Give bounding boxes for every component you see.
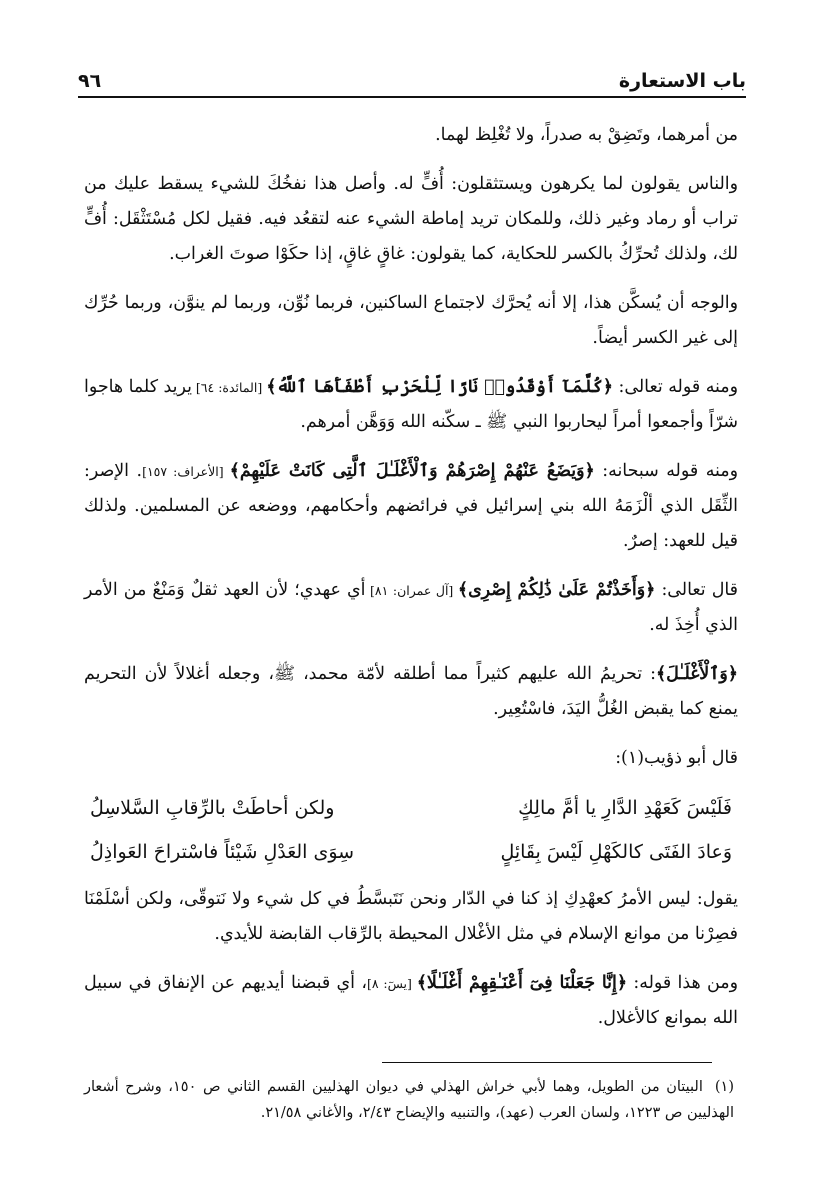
paragraph-1: من أمرهما، وتَضِقْ به صدراً، ولا تُغْلِظ لهما. — [435, 125, 738, 145]
verse-reference: [الأعراف: ١٥٧] — [142, 464, 230, 479]
quran-verse: ﴿وَيَضَعُ عَنْهُمْ إِصْرَهُمْ وَٱلْأَغْلَـٰلَ ٱلَّتِى كَانَتْ عَلَيْهِمْ﴾ — [229, 461, 595, 481]
main-text — [84, 118, 738, 1050]
paragraph-9: يقول: ليس الأمرُ كعهْدِكِ إذ كنا في الدّار ونحن نَتَبسَّطُ في كل شيء ولا نَتوقّى، ولكن أسْلَمْنَا فصِرْنا من موانع الإسلام في مثل الأغْلال المحيطة بالرِّقاب القابضة للأيدي. — [84, 889, 738, 944]
paragraph-6 — [84, 573, 738, 643]
quran-verse: ﴿إِنَّا جَعَلْنَا فِىٓ أَعْنَـٰقِهِمْ أَغْلَـٰلًا﴾ — [416, 973, 628, 993]
quran-verse: ﴿وَأَخَذْتُمْ عَلَىٰ ذَٰلِكُمْ إِصْرِى﴾ — [457, 580, 656, 600]
paragraph-7 — [84, 657, 738, 727]
paragraph-10-intro: ومن هذا قوله: — [627, 973, 739, 993]
paragraph-7-rest: : تحريمُ الله عليهم كثيراً مما أطلقه لأمّة محمد، ﷺ، وجعله أغلالاً لأن التحريم يمنع كما يقبض الغُلُّ اليَدَ، فاسْتُعِير. — [84, 664, 738, 719]
verse-reference: [يسٓ: ٨] — [366, 976, 417, 991]
paragraph-2: والناس يقولون لما يكرهون ويستثقلون: أُفٍّ له. وأصل هذا نفخُكَ للشيء يسقط عليك من تراب أو رماد وغير ذلك، وللمكان تريد إماطة الشيء عنه لتقعُد فيه. فقيل لكل مُسْتَثْقَل: أُفٍّ لك، ولذلك تُحرِّكُ بالكسر للحكاية، كما يقولون: غاقٍ غاقٍ، إذا حكَوْا صوتَ الغراب. — [84, 174, 738, 264]
poem-attribution: قال أبو ذؤيب(١): — [615, 748, 738, 768]
footnote-divider — [382, 1062, 712, 1063]
poem-hemistich-right: وَعادَ الفَتَى كالكَهْلِ لَيْسَ بِقَائِلٍ — [500, 841, 732, 863]
paragraph-4-rest: يريد كلما هاجوا شرّاً وأجمعوا أمراً ليحاربوا النبي ﷺ ـ سكّنه الله وَوَهَّن أمرهم. — [84, 377, 738, 432]
poem — [84, 786, 738, 874]
footnote-text: البيتان من الطويل، وهما لأبي خراش الهذلي في ديوان الهذليين القسم الثاني ص ١٥٠، وشرح أشعار الهذليين ص ١٢٢٣، ولسان العرب (عهد)، والتنبيه والإيضاح ٢/٤٣، والأغاني ٢١/٥٨. — [84, 1079, 734, 1121]
verse-reference: [آل عمران: ٨١] — [365, 583, 458, 598]
chapter-title: باب الاستعارة — [618, 70, 746, 92]
footnote-number: (١) — [714, 1079, 734, 1095]
paragraph-4 — [84, 370, 738, 440]
poem-hemistich-right: فَلَيْسَ كَعَهْدِ الدَّارِ يا أمَّ مالِكٍ — [518, 797, 732, 819]
page-number: ٩٦ — [78, 70, 102, 92]
paragraph-5-rest: . الإصر: الثِّقَل الذي ألْزَمَهُ الله بني إسرائيل في فرائضهم وأحكامهم، ووضعه عن المسلمين. ولذلك قيل للعهد: إصرٌ. — [84, 461, 738, 551]
verse-reference: [المائدة: ٦٤] — [191, 380, 267, 395]
quran-verse: ﴿وَٱلْأَغْلَـٰلَ﴾ — [655, 664, 738, 684]
poem-line — [84, 830, 738, 874]
paragraph-6-rest: أي عهدي؛ لأن العهد ثقلٌ وَمَنْعٌ من الأمر الذي أُخِذَ له. — [84, 580, 738, 635]
paragraph-5 — [84, 454, 738, 559]
quran-verse: ﴿كُلَّمَآ أَوْقَدُوا۟ نَارًا لِّلْحَرْبِ أَطْفَأَهَا ٱللَّهُ﴾ — [266, 377, 613, 397]
poem-hemistich-left: سِوَى العَدْلِ شَيْئاً فاسْتراحَ العَواذِلُ — [90, 841, 355, 863]
paragraph-10 — [84, 966, 738, 1036]
paragraph-5-intro: ومنه قوله سبحانه: — [594, 461, 738, 481]
footnote — [84, 1074, 734, 1126]
paragraph-6-intro: قال تعالى: — [655, 580, 738, 600]
paragraph-10-rest: ، أي قبضنا أيديهم عن الإنفاق في سبيل الله بموانع كالأغلال. — [84, 973, 738, 1028]
paragraph-4-intro: ومنه قوله تعالى: — [612, 377, 738, 397]
header-divider — [78, 96, 746, 98]
paragraph-3: والوجه أن يُسكَّن هذا، إلا أنه يُحرَّك لاجتماع الساكنين، فربما نُوِّن، وربما لم ينوَّن، وربما حُرِّك إلى غير الكسر أيضاً. — [84, 293, 738, 348]
poem-hemistich-left: ولكن أحاطَتْ بالرِّقابِ السَّلاسِلُ — [90, 797, 335, 819]
poem-line — [84, 786, 738, 830]
page-header — [78, 62, 746, 92]
